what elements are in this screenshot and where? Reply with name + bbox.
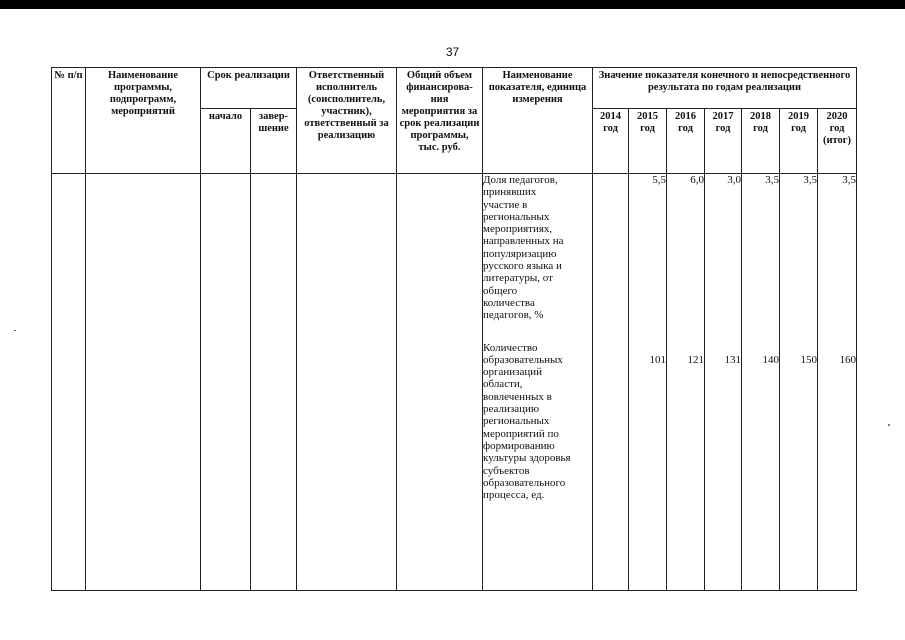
program-indicators-table <box>51 67 857 591</box>
cell-term-start <box>201 174 251 591</box>
header-year: 2019 год <box>780 109 818 174</box>
indicator-1-value: 3,0 <box>727 174 741 186</box>
cell-program-name <box>86 174 201 591</box>
cell-year-2018 <box>742 174 780 591</box>
cell-year-2020 <box>818 174 857 591</box>
header-funding: Общий объем финансирова-ния мероприятия за срок реализации программы, тыс. руб. <box>397 68 483 174</box>
cell-year-2014 <box>593 174 629 591</box>
cell-funding <box>397 174 483 591</box>
indicator-2-value: 121 <box>687 353 704 366</box>
cell-year-2019 <box>780 174 818 591</box>
cell-number <box>52 174 86 591</box>
cell-year-2015 <box>629 174 667 591</box>
indicator-1-name: Доля педагогов, принявших участие в региональных мероприятиях, направленных на популяризацию русского языка и литературы, от общего количества педагогов, % <box>483 174 564 322</box>
header-indicator-values: Значение показателя конечного и непосредственного результата по годам реализации <box>593 68 857 109</box>
indicator-2-value: 131 <box>724 353 741 366</box>
header-year: 2020 год (итог) <box>818 109 857 174</box>
cell-year-2016 <box>667 174 705 591</box>
header-program-name: Наименование программы, подпрограмм, мероприятий <box>86 68 201 174</box>
page-number: 37 <box>445 45 460 59</box>
cell-responsible <box>297 174 397 591</box>
header-indicator-name: Наименование показателя, единица измерения <box>483 68 593 174</box>
header-year: 2016 год <box>667 109 705 174</box>
scan-speck <box>888 424 890 426</box>
header-term-start: начало <box>201 109 251 174</box>
indicator-1-value: 5,5 <box>652 174 666 186</box>
indicator-1-value: 3,5 <box>803 174 817 186</box>
indicator-2-value: 160 <box>839 353 856 366</box>
indicator-1-value: 6,0 <box>690 174 704 186</box>
header-responsible: Ответственный исполнитель (соисполнитель, участник), ответственный за реализацию <box>297 68 397 174</box>
indicator-2-value: 101 <box>649 353 666 366</box>
header-year: 2015 год <box>629 109 667 174</box>
header-year: 2017 год <box>705 109 742 174</box>
header-number: № п/п <box>52 68 86 174</box>
scan-speck <box>14 330 16 331</box>
indicator-1-value: 3,5 <box>765 174 779 186</box>
indicator-2-value: 140 <box>762 353 779 366</box>
header-term-end: завер-шение <box>251 109 297 174</box>
header-term: Срок реализации <box>201 68 297 109</box>
header-year: 2018 год <box>742 109 780 174</box>
indicator-1-value <box>593 174 628 186</box>
table-row <box>52 174 857 591</box>
indicator-2-value: 150 <box>800 353 817 366</box>
scan-top-border <box>0 0 905 9</box>
indicator-1-value: 3,5 <box>842 174 856 186</box>
cell-term-end <box>251 174 297 591</box>
cell-indicator-names <box>483 174 593 591</box>
indicator-2-name: Количество образовательных организаций области, вовлеченных в реализацию региональных мероприятий по формированию культуры здоровья субъектов образовательного процесса, ед. <box>483 341 571 502</box>
header-year: 2014 год <box>593 109 629 174</box>
cell-year-2017 <box>705 174 742 591</box>
